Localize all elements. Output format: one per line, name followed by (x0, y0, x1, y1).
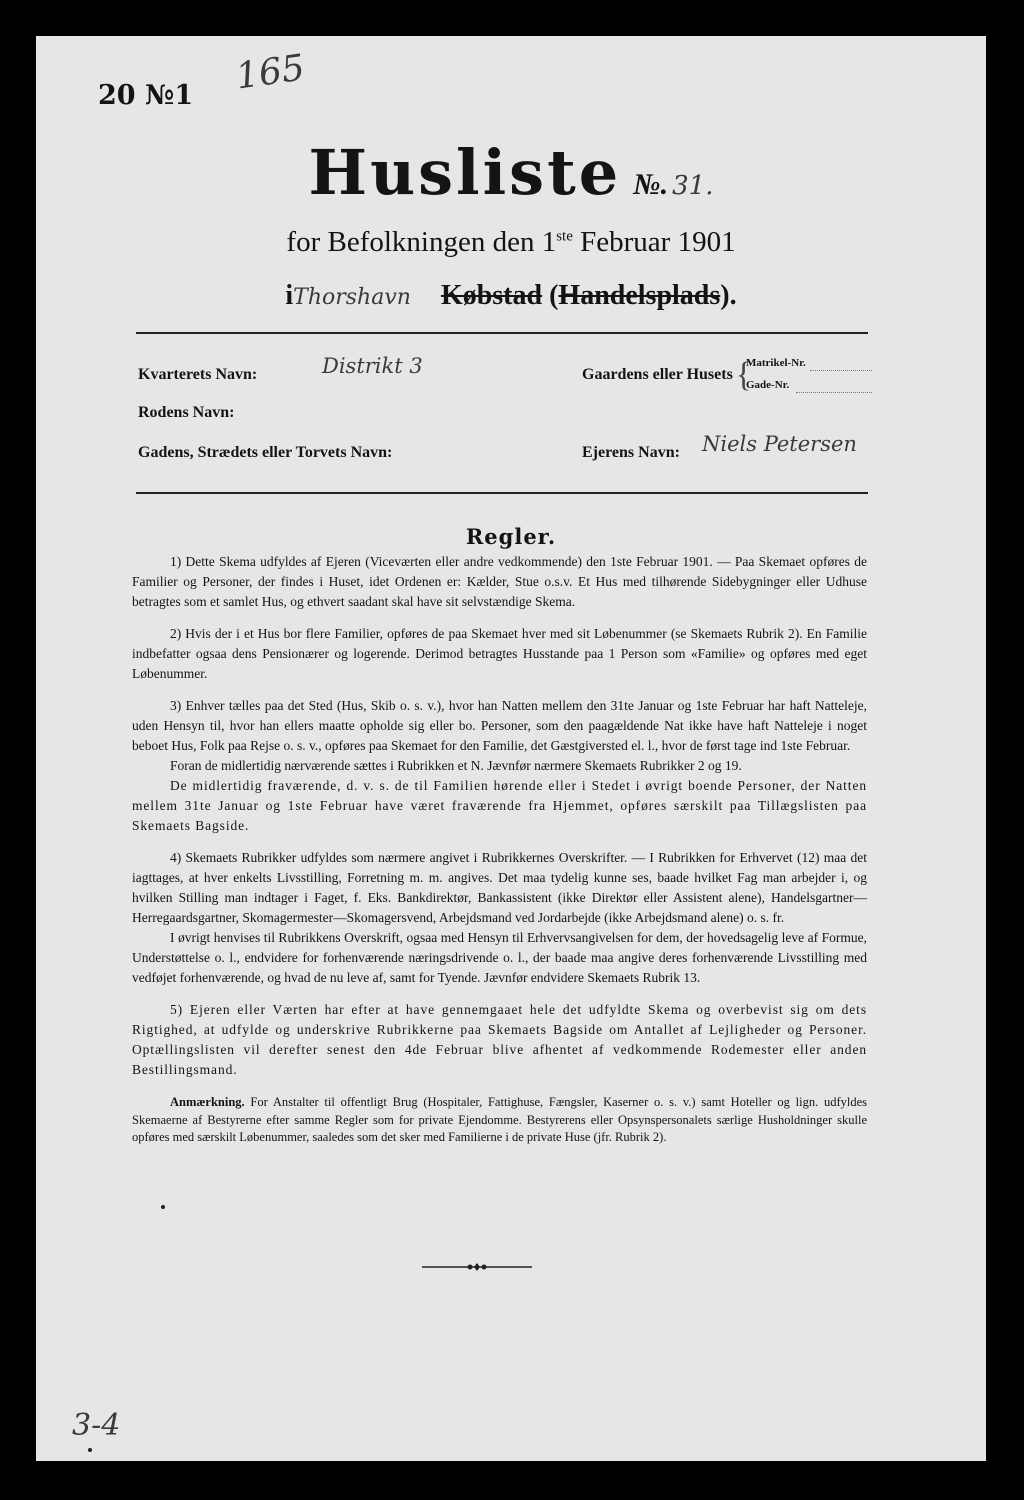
rules-text (132, 552, 867, 1159)
census-form-sheet (36, 36, 986, 1461)
title-block (36, 136, 986, 209)
rode-label: Rodens Navn: (138, 404, 235, 421)
ink-dot (88, 1448, 92, 1452)
kvarter-value: Distrikt 3 (322, 354, 423, 378)
handwritten-corner-mark: 3-4 (72, 1408, 121, 1443)
ejer-value: Niels Petersen (702, 432, 857, 456)
rules-heading: Regler. (465, 524, 557, 549)
gade-nr-fill-line (796, 392, 872, 393)
rule-4: 4) Skemaets Rubrikker udfyldes som nærmere angivet i Rubrikkernes Overskrifter. — I Rubrikken for Erhvervet (12) maa det iagttages, at hver enkelts Livsstilling, Forretning m. m. angives. Det maa tydelig kunne ses, baade hvilket Fag man arbejder i, og hvilken Stilling man indtager i Faget, f. Eks. Bankdirektør, Bankassistent (ikke Direktør eller Assistent alene), Handelsgartner—Herregaardsgartner, Skomagermester—Skomagersvend, Arbejdsmand ved Jordarbejde (ikke Arbejdsmand alene) o. s. fr. (132, 850, 867, 925)
gade-nr-label: Gade-Nr. (746, 379, 790, 391)
kvarter-label: Kvarterets Navn: (138, 366, 258, 383)
remark-text: For Anstalter til offentligt Brug (Hospitaler, Fattighuse, Fængsler, Kaserner o. s. v.) samt Hoteller og lign. udfyldes Skemaerne af Bestyrerne efter samme Regler som for private Ejendomme. Bestyrerens eller Opsynspersonalets særlige Husholdninger skulle opføres med særskilt Løbenummer, saaledes som det sker med Familierne i de private Huse (jfr. Rubrik 2). (132, 1095, 867, 1144)
place-type-struck: Købstad (440, 280, 543, 311)
house-number-value: 31. (672, 171, 714, 201)
subtitle-date: Februar 1901 (572, 226, 736, 258)
form-number: 20 №1 (98, 80, 194, 111)
form-title: Husliste (308, 136, 622, 209)
matrikel-fill-line (810, 370, 872, 371)
subtitle-text: for Befolkningen den 1 (286, 226, 557, 258)
form-subtitle (36, 226, 986, 259)
gade-label: Gadens, Strædets eller Torvets Navn: (138, 444, 393, 461)
ejer-label: Ejerens Navn: (582, 444, 680, 461)
place-line: iThorshavn Købstad (Handelsplads). (285, 280, 737, 311)
place-name-handwritten: Thorshavn (293, 285, 411, 310)
remark-label: Anmærkning. (170, 1095, 245, 1109)
remark (132, 1094, 867, 1147)
top-divider (136, 332, 868, 334)
place-prefix: i (285, 280, 294, 311)
rule-4-continued: I øvrigt henvises til Rubrikkens Overskrift, ogsaa med Hensyn til Erhvervsangivelsen for dem, der hovedsagelig leve af Formue, Understøttelse o. l., endvidere for forhenværende næringsdrivende o. l., der baade maa angive deres forhenværende Livsstilling med vedføjet forhenværende, og hvad de nu leve af, samt for Tyende. Jævnfør endvidere Skemaets Rubrik 13. (132, 930, 867, 985)
rule-2: 2) Hvis der i et Hus bor flere Familier, opføres de paa Skemaet hver med sit Løbenummer (se Skemaets Rubrik 2). En Familie indbefatter ogsaa dens Pensionærer og logerende. Derimod betragtes Husstande paa 1 Person som «Familie» og opføres med eget Løbenummer. (132, 626, 867, 681)
ornament-divider-icon (422, 1262, 532, 1272)
rule-3-note-n: Foran de midlertidig nærværende sættes i Rubrikken et N. Jævnfør nærmere Skemaets Rubrikker 2 og 19. (170, 758, 742, 773)
gaard-label: Gaardens eller Husets (582, 366, 733, 383)
ink-dot (161, 1205, 165, 1209)
rule-1: 1) Dette Skema udfyldes af Ejeren (Viceværten eller andre vedkommende) den 1ste Februar 1901. — Paa Skemaet opføres de Familier og Personer, der findes i Huset, idet Ordenen er: Kælder, Stue o.s.v. Et Hus med tilhørende Sidebygninger eller Udhuse betragtes som et samlet Hus, og ethvert saadant skal have sit selvstændige Skema. (132, 554, 867, 609)
place-alt-struck: Handelsplads (558, 280, 721, 311)
rule-3: 3) Enhver tælles paa det Sted (Hus, Skib o. s. v.), hvor han Natten mellem den 31te Januar og 1ste Februar har haft Natteleje, uden Hensyn til, hvor han ellers maatte opholde sig eller bo. Personer, som den paagældende Nat ikke have haft Natteleje i noget beboet Hus, Folk paa Rejse o. s. v., opføres paa Skemaet for den Familie, det Gæstgiversted el. l., hvor de først tage ind 1ste Februar. (132, 698, 867, 753)
rule-5: 5) Ejeren eller Værten har efter at have gennemgaaet hele det udfyldte Skema og overbevist sig om dets Rigtighed, at udfylde og underskrive Rubrikkerne paa Skemaets Bagside om Antallet af Lejligheder og Personer. Optællingslisten vil derefter senest den 4de Februar blive afhentet af vedkommende Rodemester eller anden Bestillingsmand. (132, 1002, 867, 1077)
mid-divider (136, 492, 868, 494)
handwritten-archive-mark: 165 (233, 47, 308, 98)
rule-3-absent: De midlertidig fraværende, d. v. s. de til Familien hørende eller i Stedet i øvrigt boende Personer, der Natten mellem 31te Januar og 1ste Februar have været fraværende fra Hjemmet, opføres særskilt paa Tillægslisten paa Skemaets Bagside. (132, 778, 867, 833)
subtitle-superscript: ste (556, 228, 573, 245)
matrikel-label: Matrikel-Nr. (746, 357, 806, 369)
house-number-label: №. (633, 168, 669, 201)
brace-icon: { (736, 354, 752, 394)
